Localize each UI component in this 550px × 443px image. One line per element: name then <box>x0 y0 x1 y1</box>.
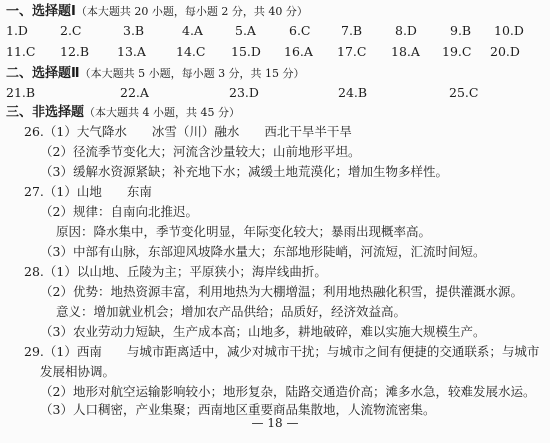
answer-item: 7.B <box>341 23 363 38</box>
answer-item: 5.A <box>235 23 256 38</box>
q28-part3: （3）农业劳动力短缺，生产成本高；山地多，耕地破碎，难以实施大规模生产。 <box>40 324 486 339</box>
answer-item: 20.D <box>490 44 520 59</box>
answer-item: 9.B <box>450 23 472 38</box>
section2-heading <box>6 65 305 82</box>
answer-item: 15.D <box>231 44 261 59</box>
q26-part3: （3）缓解水资源紧缺；补充地下水；减缓土地荒漠化；增加生物多样性。 <box>40 164 448 179</box>
answer-item: 2.C <box>60 23 82 38</box>
answer-item: 14.C <box>176 44 206 59</box>
answer-item: 8.D <box>395 23 417 38</box>
q27-part2-reason: 原因：降水集中，季节变化明显，年际变化较大；暴雨出现概率高。 <box>56 224 432 239</box>
q28-part2-significance: 意义：增加就业机会；增加农产品供给；品质好，经济效益高。 <box>56 304 407 319</box>
q29-part1: 29.（1）西南 与城市距离适中，减少对城市干扰；与城市之间有便捷的交通联系；与城市 <box>24 344 540 359</box>
section1-note: （本大题共 20 小题，每小题 2 分，共 40 分） <box>75 5 308 18</box>
section1-answers-row2 <box>0 44 550 60</box>
section2-note: （本大题共 5 小题，每小题 3 分，共 15 分） <box>79 67 305 80</box>
answer-item: 23.D <box>229 85 259 100</box>
q26-part1: 26.（1）大气降水 冰雪（川）融水 西北干旱半干旱 <box>24 124 352 139</box>
answer-item: 3.B <box>123 23 145 38</box>
answer-item: 22.A <box>120 85 149 100</box>
q29-part3: （3）人口稠密，产业集聚；西南地区重要商品集散地，人流物流密集。 <box>40 402 436 417</box>
section2-title: 二、选择题Ⅱ <box>6 66 80 81</box>
answer-item: 16.A <box>284 44 313 59</box>
section3-heading <box>6 104 240 121</box>
answer-item: 1.D <box>6 23 28 38</box>
answer-item: 10.D <box>494 23 524 38</box>
answer-item: 25.C <box>449 85 479 100</box>
answer-item: 17.C <box>337 44 367 59</box>
section1-answers-row1 <box>0 23 550 39</box>
answer-item: 4.A <box>182 23 203 38</box>
answer-item: 18.A <box>391 44 420 59</box>
section2-answers-row1 <box>0 85 550 101</box>
q29-part2: （2）地形对航空运输影响较小；地形复杂，陆路交通造价高；滩多水急，较难发展水运。 <box>40 384 536 399</box>
answer-item: 11.C <box>6 44 36 59</box>
q28-part2: （2）优势：地热资源丰富，利用地热为大棚增温；利用地热融化积雪，提供灌溉水源。 <box>40 284 523 299</box>
q27-part1: 27.（1）山地 东南 <box>24 184 152 199</box>
page-number: — 18 — <box>251 416 299 430</box>
section3-note: （本大题共 4 小题，共 45 分） <box>84 106 240 119</box>
answer-item: 6.C <box>289 23 311 38</box>
q27-part2: （2）规律：自南向北推迟。 <box>40 204 198 219</box>
q28-part1: 28.（1）以山地、丘陵为主；平原狭小；海岸线曲折。 <box>24 264 327 279</box>
answer-item: 13.A <box>117 44 146 59</box>
answer-item: 24.B <box>338 85 368 100</box>
answer-item: 19.C <box>442 44 472 59</box>
answer-item: 21.B <box>6 85 36 100</box>
q26-part2: （2）径流季节变化大；河流含沙量较大；山前地形平坦。 <box>40 144 361 159</box>
section1-title: 一、选择题Ⅰ <box>6 4 76 19</box>
q27-part3: （3）中部有山脉，东部迎风坡降水量大；东部地形陡峭，河流短，汇流时间短。 <box>40 244 486 259</box>
answer-item: 12.B <box>60 44 90 59</box>
q29-part1-continued: 发展相协调。 <box>40 364 116 379</box>
section3-title: 三、非选择题 <box>6 105 85 120</box>
section1-heading <box>6 3 308 20</box>
